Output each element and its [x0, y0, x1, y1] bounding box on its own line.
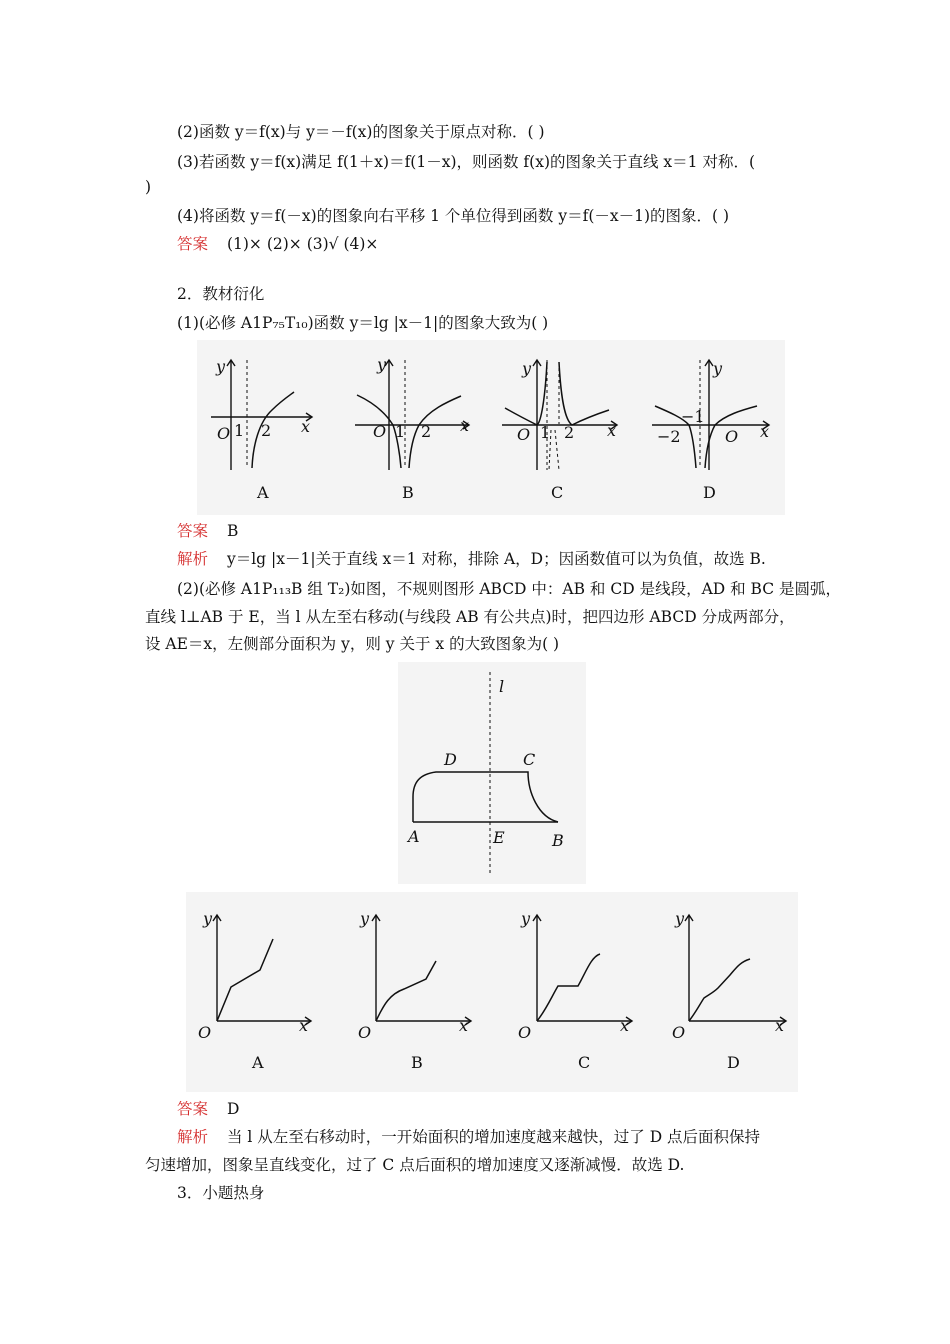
graph-option-a	[211, 357, 312, 502]
point-label-d: D	[444, 750, 457, 769]
p1-question: (1)(必修 A1P₇₅T₁₀)函数 y＝lg |x－1|的图象大致为( )	[177, 314, 549, 332]
q1-item-3: (3)若函数 y＝f(x)满足 f(1＋x)＝f(1－x)，则函数 f(x)的图象关于直线 x＝1 对称．(	[177, 153, 756, 171]
axis-y-label: y	[216, 357, 226, 376]
line-label-l: l	[499, 677, 505, 696]
q1-item-4: (4)将函数 y＝f(－x)的图象向右平移 1 个单位得到函数 y＝f(－x－1)的图象．( )	[177, 207, 730, 225]
point-label-c: C	[523, 750, 536, 769]
answer-label: 答案	[177, 522, 209, 540]
section-heading: 2．教材衍化	[177, 285, 265, 303]
area-graph-option-d	[672, 909, 786, 1072]
svg-text:x: x	[459, 1016, 469, 1035]
tick-2: 2	[564, 423, 575, 442]
tick-1: 1	[540, 423, 551, 442]
area-graph-option-b	[358, 909, 471, 1072]
tick-neg-1: −1	[681, 407, 705, 426]
analysis-label: 解析	[177, 550, 209, 568]
axis-y-label: y	[377, 355, 387, 374]
graph-option-d	[652, 359, 769, 502]
axis-x-label: x	[607, 421, 617, 440]
p1-answer	[177, 521, 238, 541]
figure-lg-graphs	[197, 340, 785, 515]
svg-text:x: x	[620, 1016, 630, 1035]
tick-o: O	[725, 427, 739, 446]
svg-text:y: y	[203, 909, 213, 928]
q1-answer	[177, 234, 378, 254]
analysis-text: y＝lg |x－1|关于直线 x＝1 对称，排除 A，D；因函数值可以为负值，故选 B.	[226, 550, 766, 568]
axis-x-label: x	[301, 417, 311, 436]
answer-label: 答案	[177, 235, 209, 253]
area-graph-option-c	[518, 909, 632, 1072]
axis-x-label: x	[460, 416, 470, 435]
point-label-e: E	[493, 828, 505, 847]
tick-neg-2: −2	[657, 427, 681, 446]
axis-x-label: x	[760, 422, 770, 441]
p2-question-line-3: 设 AE＝x，左侧部分面积为 y，则 y 关于 x 的大致图象为( )	[145, 635, 560, 653]
p2-question-line-2: 直线 l⊥AB 于 E，当 l 从左至右移动(与线段 AB 有公共点)时，把四边形 ABCD 分成两部分，	[145, 608, 795, 626]
option-label: B	[402, 483, 414, 502]
svg-text:y: y	[360, 909, 370, 928]
option-label: B	[411, 1053, 423, 1072]
analysis-label: 解析	[177, 1128, 209, 1146]
svg-text:x: x	[775, 1016, 785, 1035]
axis-y-label: y	[713, 359, 723, 378]
svg-text:x: x	[299, 1016, 309, 1035]
area-graph-option-a	[198, 909, 311, 1072]
q1-item-2: (2)函数 y＝f(x)与 y＝－f(x)的图象关于原点对称．( )	[177, 123, 545, 141]
p2-question-line-1: (2)(必修 A1P₁₁₃B 组 T₂)如图，不规则图形 ABCD 中：AB 和 CD 是线段，AD 和 BC 是圆弧，	[177, 580, 842, 598]
svg-text:O: O	[198, 1023, 212, 1042]
option-label: C	[578, 1053, 591, 1072]
tick-2: 2	[261, 421, 272, 440]
analysis-text: 当 l 从左至右移动时，一开始面积的增加速度越来越快，过了 D 点后面积保持	[226, 1128, 761, 1146]
svg-text:O: O	[672, 1023, 686, 1042]
tick-o: O	[517, 425, 531, 444]
option-label: A	[257, 483, 269, 502]
section-heading-3: 3．小题热身	[177, 1184, 265, 1202]
option-label: D	[703, 483, 716, 502]
tick-1: 1	[234, 421, 245, 440]
q1-item-3-bracket: )	[145, 178, 152, 196]
figure-region-abcd	[398, 662, 586, 884]
option-label: A	[252, 1053, 264, 1072]
tick-1: 1	[395, 422, 406, 441]
point-label-b: B	[552, 831, 564, 850]
p2-answer	[177, 1099, 239, 1119]
svg-text:O: O	[358, 1023, 372, 1042]
p2-analysis-line-1	[177, 1127, 760, 1147]
svg-text:y: y	[521, 909, 531, 928]
graph-option-b	[355, 355, 469, 502]
p1-analysis	[177, 549, 766, 569]
svg-text:O: O	[518, 1023, 532, 1042]
svg-text:y: y	[675, 909, 685, 928]
answer-text: D	[226, 1100, 240, 1118]
graph-option-c	[502, 359, 617, 502]
answer-text: B	[226, 522, 239, 540]
point-label-a: A	[408, 827, 420, 846]
figure-area-graphs	[186, 892, 798, 1092]
p2-analysis-line-2: 匀速增加，图象呈直线变化，过了 C 点后面积的增加速度又逐渐减慢．故选 D.	[145, 1156, 685, 1174]
tick-o: O	[373, 422, 387, 441]
tick-2: 2	[421, 422, 432, 441]
option-label: C	[551, 483, 564, 502]
answer-text: (1)× (2)× (3)√ (4)×	[226, 235, 379, 253]
answer-label: 答案	[177, 1100, 209, 1118]
axis-y-label: y	[522, 359, 532, 378]
tick-o: O	[217, 424, 231, 443]
option-label: D	[727, 1053, 740, 1072]
